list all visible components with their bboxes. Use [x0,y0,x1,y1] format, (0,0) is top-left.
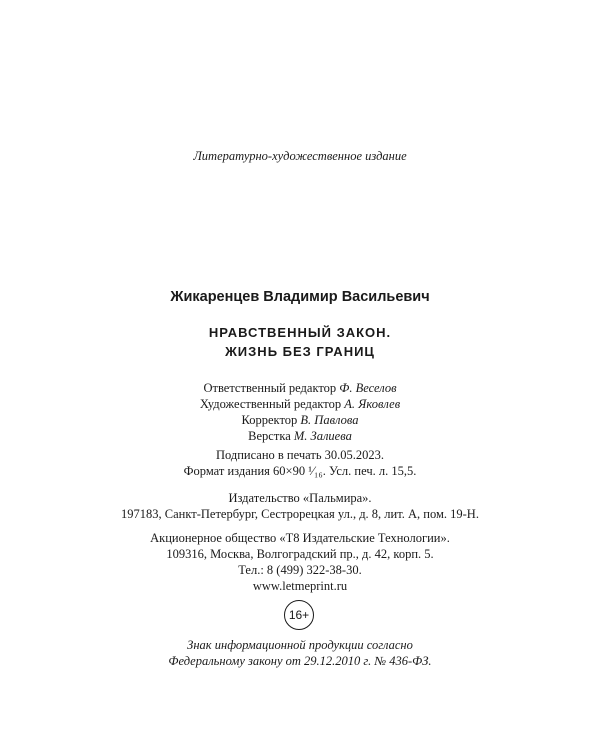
credit-line [0,412,600,428]
edition-format: Формат издания 60×90 ¹⁄₁₆. Усл. печ. л. 15,5. [183,464,417,478]
publisher-name: Издательство «Пальмира». [228,491,372,505]
print-info [0,447,600,479]
printer-name: Акционерное общество «Т8 Издательские Технологии». [150,531,450,545]
age-rating-badge: 16+ [284,600,314,630]
credit-role: Верстка [248,429,291,443]
printer-website: www.letmeprint.ru [252,579,348,593]
notice-line-2: Федеральному закону от 29.12.2010 г. № 436-ФЗ. [168,654,432,668]
credit-role: Художественный редактор [199,397,342,411]
publisher-info [0,490,600,522]
printer-info [0,530,600,594]
credit-name: М. Залиева [293,429,352,443]
book-title [0,323,600,361]
publisher-address: 197183, Санкт-Петербург, Сестрорецкая ул., д. 8, лит. А, пом. 19-Н. [121,507,479,521]
credit-line [0,428,600,444]
notice-line-1: Знак информационной продукции согласно [187,638,413,652]
book-title-line-2: ЖИЗНЬ БЕЗ ГРАНИЦ [225,344,375,359]
edition-genre: Литературно-художественное издание [193,149,407,163]
credit-line [0,380,600,396]
book-title-line-1: НРАВСТВЕННЫЙ ЗАКОН. [208,325,392,340]
signed-date: Подписано в печать 30.05.2023. [215,448,385,462]
credit-role: Корректор [241,413,298,427]
author-name: Жикаренцев Владимир Васильевич [170,289,430,305]
credit-name: Ф. Веселов [339,381,397,395]
credit-name: А. Яковлев [344,397,401,411]
credit-role: Ответственный редактор [203,381,337,395]
credits-block [0,380,600,444]
printer-address: 109316, Москва, Волгоградский пр., д. 42, корп. 5. [166,547,434,561]
credit-line [0,396,600,412]
printer-phone: Тел.: 8 (499) 322-38-30. [238,563,362,577]
information-notice [0,637,600,669]
credit-name: В. Павлова [300,413,359,427]
